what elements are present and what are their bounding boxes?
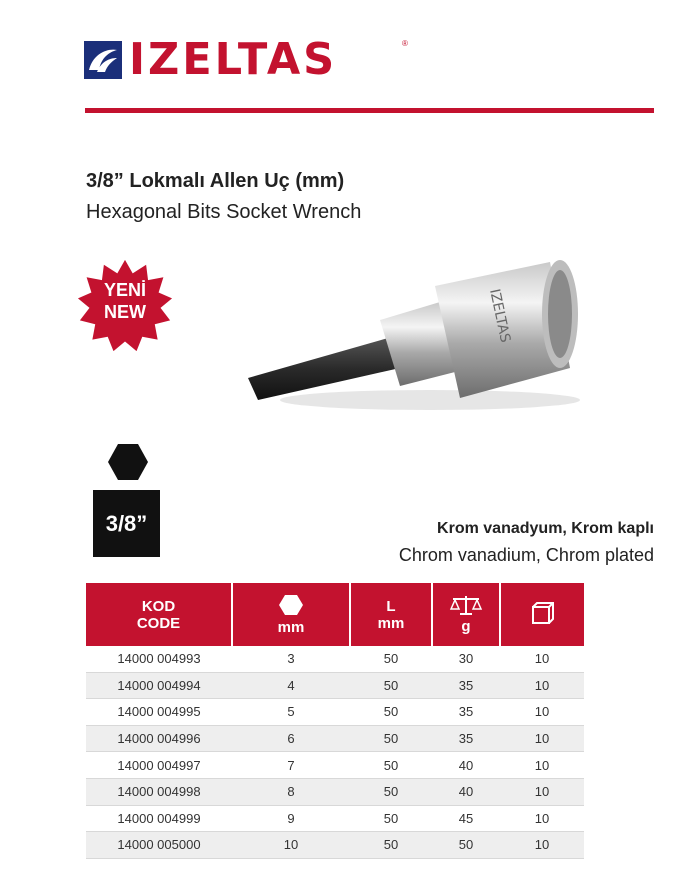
drive-size-badge: 3/8”: [93, 490, 160, 557]
table-row: [86, 725, 584, 752]
cell-quantity: 10: [500, 805, 584, 832]
cell-quantity: 10: [500, 646, 584, 672]
cell-weight: 30: [432, 646, 500, 672]
cell-code: 14000 004996: [86, 725, 232, 752]
cell-quantity: 10: [500, 778, 584, 805]
cell-quantity: 10: [500, 672, 584, 699]
registered-mark: ®: [402, 39, 408, 48]
badge-label-en: NEW: [104, 302, 146, 322]
cell-code: 14000 004994: [86, 672, 232, 699]
svg-text:IZELTAS: IZELTAS: [486, 287, 514, 345]
cell-weight: 35: [432, 699, 500, 726]
header-length-unit: mm: [377, 614, 405, 632]
cell-code: 14000 005000: [86, 832, 232, 859]
cell-code: 14000 004993: [86, 646, 232, 672]
cell-length: 50: [350, 672, 432, 699]
cell-code: 14000 004999: [86, 805, 232, 832]
cell-weight: 35: [432, 725, 500, 752]
badge-label-tr: YENİ: [103, 280, 146, 300]
header-weight-unit: g: [461, 617, 471, 635]
material-tr: Krom vanadyum, Krom kaplı: [437, 520, 654, 537]
table-row: [86, 699, 584, 726]
cell-length: 50: [350, 699, 432, 726]
cell-quantity: 10: [500, 725, 584, 752]
spec-table: [86, 583, 584, 859]
cell-quantity: 10: [500, 832, 584, 859]
cell-code: 14000 004998: [86, 778, 232, 805]
cell-code: 14000 004997: [86, 752, 232, 779]
cell-length: 50: [350, 725, 432, 752]
cell-length: 50: [350, 805, 432, 832]
brand-mark-icon: [83, 40, 123, 80]
cell-code: 14000 004995: [86, 699, 232, 726]
header-code-tr: KOD: [141, 597, 176, 615]
table-row: [86, 805, 584, 832]
cell-weight: 35: [432, 672, 500, 699]
socket-wrench-image: [240, 250, 600, 420]
cell-weight: 50: [432, 832, 500, 859]
cell-length: 50: [350, 646, 432, 672]
hexagon-icon: [278, 594, 304, 616]
brand-logo: [83, 34, 341, 85]
header-length-label: L: [386, 597, 396, 615]
cell-quantity: 10: [500, 699, 584, 726]
header-weight: [432, 583, 500, 646]
cell-length: 50: [350, 752, 432, 779]
cell-quantity: 10: [500, 752, 584, 779]
cell-weight: 45: [432, 805, 500, 832]
cell-size: 9: [232, 805, 350, 832]
cell-size: 5: [232, 699, 350, 726]
header-length: [350, 583, 432, 646]
cell-length: 50: [350, 832, 432, 859]
table-row: [86, 752, 584, 779]
new-badge: [77, 279, 173, 323]
product-title-tr: 3/8” Lokmalı Allen Uç (mm): [86, 170, 345, 192]
table-row: [86, 778, 584, 805]
header-size: [232, 583, 350, 646]
header-code: [86, 583, 232, 646]
header-quantity: [500, 583, 584, 646]
box-icon: [531, 601, 555, 625]
brand-name: IZELTAS: [129, 34, 338, 85]
table-row: [86, 646, 584, 672]
header-size-unit: mm: [277, 618, 305, 636]
table-row: [86, 672, 584, 699]
cell-size: 3: [232, 646, 350, 672]
material-en: Chrom vanadium, Chrom plated: [398, 545, 654, 565]
table-header-row: [86, 583, 584, 646]
cell-length: 50: [350, 778, 432, 805]
table-row: [86, 832, 584, 859]
product-title-en: Hexagonal Bits Socket Wrench: [86, 201, 362, 223]
cell-size: 10: [232, 832, 350, 859]
scale-icon: [449, 595, 483, 615]
cell-size: 6: [232, 725, 350, 752]
cell-weight: 40: [432, 752, 500, 779]
cell-size: 8: [232, 778, 350, 805]
header-divider: [85, 108, 654, 113]
cell-weight: 40: [432, 778, 500, 805]
cell-size: 7: [232, 752, 350, 779]
hexagon-icon: [107, 443, 149, 481]
cell-size: 4: [232, 672, 350, 699]
header-code-en: CODE: [136, 614, 181, 632]
